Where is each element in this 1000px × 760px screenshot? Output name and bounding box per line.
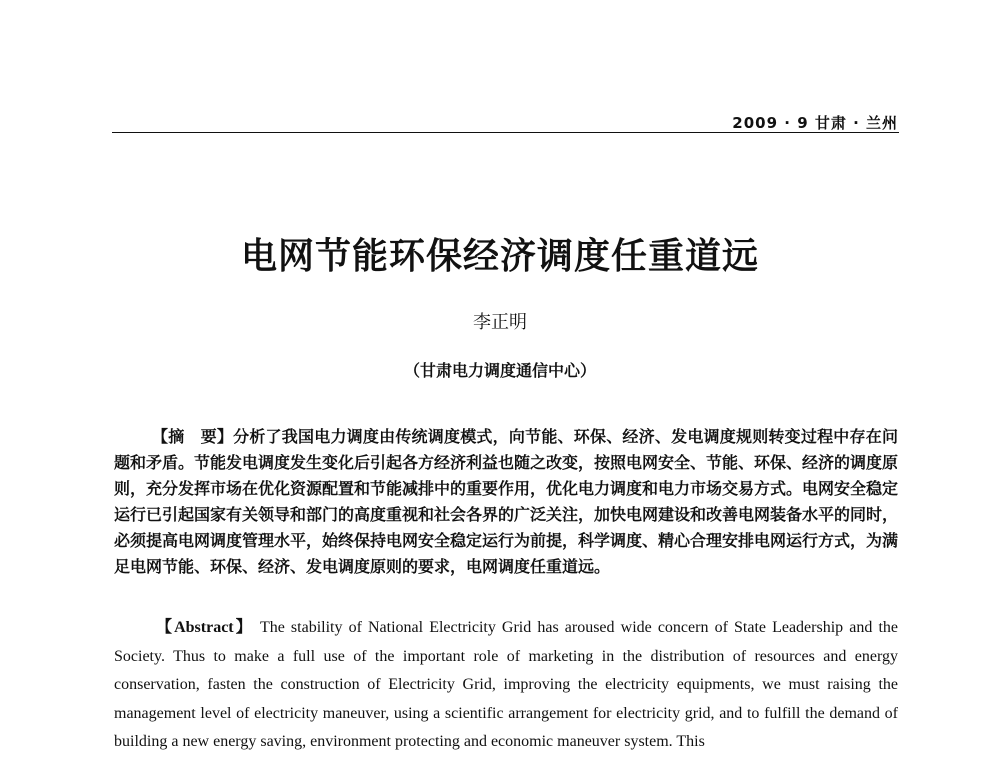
header-rule xyxy=(112,132,899,133)
paper-title: 电网节能环保经济调度任重道远 xyxy=(240,235,759,277)
abstract-en-text: The stability of National Electricity Grid has aroused wide concern of State Leadership and the Society. Thus to make a full use of the important role of marketing in the distribution of resources and energy conservation, fasten the construction of Electricity Grid, improving the electricity equipments, we must raising the management level of electricity maneuver, using a scientific arrangement for electricity grid, and to fulfill the demand of building a new energy saving, environment protecting and economic maneuver system. This xyxy=(114,619,899,750)
abstract-cn-text: 分析了我国电力调度由传统调度模式，向节能、环保、经济、发电调度规则转变过程中存在问题和矛盾。节能发电调度发生变化后引起各方经济利益也随之改变，按照电网安全、节能、环保、经济的调度原则，充分发挥市场在优化资源配置和节能减排中的重要作用，优化电力调度和电力市场交易方式。电网安全稳定运行已引起国家有关领导和部门的高度重视和社会各界的广泛关注，加快电网建设和改善电网装备水平的同时，必须提高电网调度管理水平，始终保持电网安全稳定运行为前提，科学调度、精心合理安排电网运行方式，为满足电网节能、环保、经济、发电调度原则的要求，电网调度任重道远。 xyxy=(114,427,899,576)
abstract-en-label: 【Abstract】 xyxy=(156,619,254,636)
abstract-cn-label: 【摘 要】 xyxy=(152,427,234,446)
paper-affiliation: （甘肃电力调度通信中心） xyxy=(403,361,596,380)
paper-author: 李正明 xyxy=(473,312,527,333)
abstract-chinese xyxy=(114,424,898,580)
header-date-place: 2009 · 9 甘肃 · 兰州 xyxy=(732,114,898,132)
abstract-english xyxy=(114,614,898,757)
